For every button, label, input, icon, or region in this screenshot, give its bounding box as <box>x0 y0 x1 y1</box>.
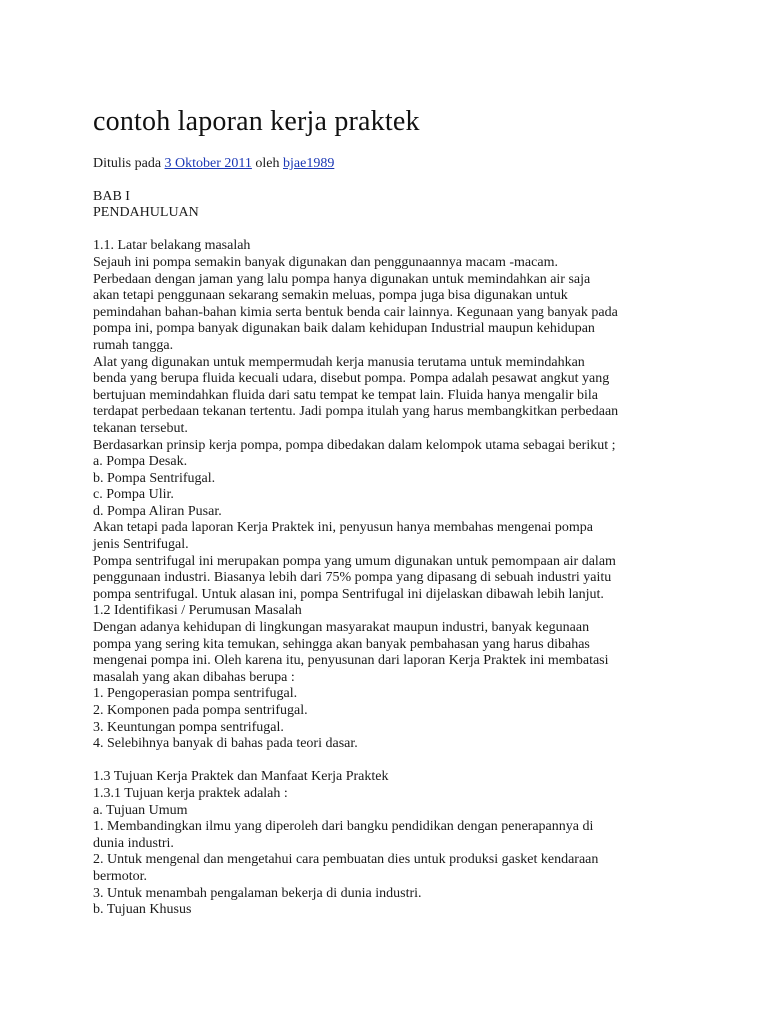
author-link[interactable]: bjae1989 <box>283 156 335 171</box>
text-line: mengenai pompa ini. Oleh karena itu, penyusunan dari laporan Kerja Praktek ini membatasi <box>93 653 609 669</box>
text-line: jenis Sentrifugal. <box>93 537 189 553</box>
text-line: d. Pompa Aliran Pusar. <box>93 503 222 519</box>
byline <box>93 156 693 173</box>
text-line: Alat yang digunakan untuk mempermudah kerja manusia terutama untuk memindahkan <box>93 354 585 370</box>
text-line: rumah tangga. <box>93 337 174 353</box>
article <box>93 104 693 919</box>
text-line: pompa yang sering kita temukan, sehingga akan banyak pembahasan yang harus dibahas <box>93 636 590 652</box>
article-body <box>93 189 693 919</box>
text-line: c. Pompa Ulir. <box>93 487 174 503</box>
text-line: 3. Untuk menambah pengalaman bekerja di dunia industri. <box>93 885 422 901</box>
text-line: b. Tujuan Khusus <box>93 902 192 918</box>
byline-prefix: Ditulis pada <box>93 156 162 171</box>
text-line: pompa ini, pompa banyak digunakan baik dalam kehidupan Industrial maupun kehidupan <box>93 321 595 337</box>
text-line: bertujuan memindahkan fluida dari satu tempat ke tempat lain. Fluida hanya mengalir bila <box>93 387 599 403</box>
text-line: 1.2 Identifikasi / Perumusan Masalah <box>93 603 302 619</box>
text-line: Berdasarkan prinsip kerja pompa, pompa dibedakan dalam kelompok utama sebagai berikut ; <box>93 437 616 453</box>
text-line: Dengan adanya kehidupan di lingkungan masyarakat maupun industri, banyak kegunaan <box>93 620 590 636</box>
text-line: a. Pompa Desak. <box>93 454 188 470</box>
text-line: benda yang berupa fluida kecuali udara, disebut pompa. Pompa adalah pesawat angkut yang <box>93 371 610 387</box>
text-line: pemindahan bahan-bahan kimia serta bentuk benda cair lainnya. Kegunaan yang banyak pada <box>93 304 618 320</box>
text-line: 2. Untuk mengenal dan mengetahui cara pembuatan dies untuk produksi gasket kendaraan <box>93 852 599 868</box>
blank-line <box>93 753 693 770</box>
text-line: pompa sentrifugal. Untuk alasan ini, pompa Sentrifugal ini dijelaskan dibawah lebih lanjut. <box>93 586 604 602</box>
text-line: 2. Komponen pada pompa sentrifugal. <box>93 703 308 718</box>
text-line: dunia industri. <box>93 835 174 851</box>
article-title: contoh laporan kerja praktek <box>93 106 420 137</box>
text-line: 3. Keuntungan pompa sentrifugal. <box>93 719 284 735</box>
text-line: penggunaan industri. Biasanya lebih dari 75% pompa yang dipasang di sebuah industri yaitu <box>93 570 612 586</box>
text-line: BAB I <box>93 188 130 204</box>
text-line: 1.3 Tujuan Kerja Praktek dan Manfaat Kerja Praktek <box>93 769 389 785</box>
text-line: Perbedaan dengan jaman yang lalu pompa hanya digunakan untuk memindahkan air saja <box>93 271 591 287</box>
text-line: masalah yang akan dibahas berupa : <box>93 669 295 685</box>
text-line: Akan tetapi pada laporan Kerja Praktek ini, penyusun hanya membahas mengenai pompa <box>93 520 593 536</box>
byline-middle: oleh <box>255 156 280 171</box>
text-line: b. Pompa Sentrifugal. <box>93 470 216 486</box>
date-link[interactable]: 3 Oktober 2011 <box>164 156 252 171</box>
text-line: PENDAHULUAN <box>93 205 199 221</box>
text-line: 1. Pengoperasian pompa sentrifugal. <box>93 686 298 702</box>
blank-line <box>93 222 693 239</box>
text-line: Pompa sentrifugal ini merupakan pompa yang umum digunakan untuk pemompaan air dalam <box>93 553 616 569</box>
text-line: bermotor. <box>93 868 148 884</box>
text-line: 1.1. Latar belakang masalah <box>93 238 251 254</box>
text-line: 1. Membandingkan ilmu yang diperoleh dari bangku pendidikan dengan penerapannya di <box>93 819 594 835</box>
text-line: 1.3.1 Tujuan kerja praktek adalah : <box>93 785 288 801</box>
text-line: terdapat perbedaan tekanan tertentu. Jadi pompa itulah yang harus membangkitkan perbedaan <box>93 404 619 420</box>
text-line: a. Tujuan Umum <box>93 802 188 818</box>
text-line: tekanan tersebut. <box>93 420 188 436</box>
text-line: akan tetapi penggunaan sekarang semakin meluas, pompa juga bisa digunakan untuk <box>93 288 568 304</box>
text-line: Sejauh ini pompa semakin banyak digunakan dan penggunaannya macam -macam. <box>93 254 558 270</box>
text-line: 4. Selebihnya banyak di bahas pada teori dasar. <box>93 736 358 752</box>
